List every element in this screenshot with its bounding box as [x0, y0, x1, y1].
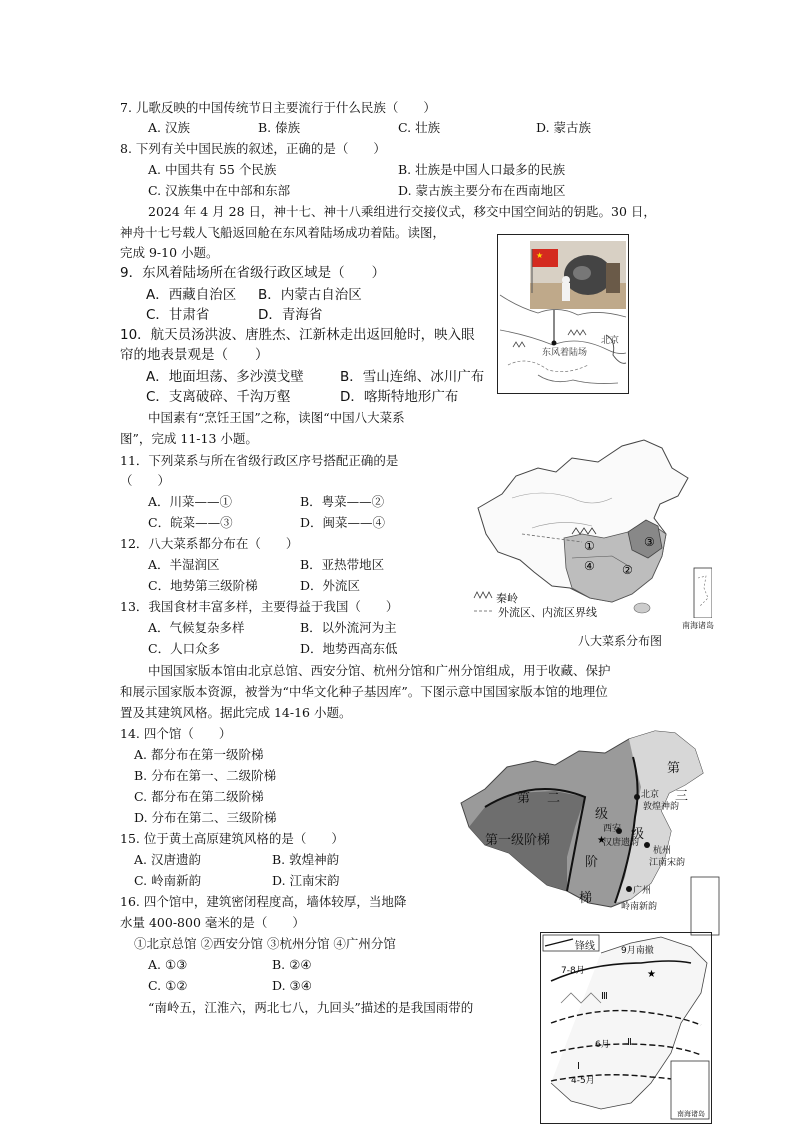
q15-option-c: C. 岭南新韵: [134, 873, 202, 888]
q10-stem-line2: 帘的地表景观是（ ）: [120, 347, 269, 363]
q14-option-a: A. 都分布在第一级阶梯: [134, 747, 264, 762]
q11-option-d: D．闽菜——④: [300, 515, 386, 530]
q11-option-a: A．川菜——①: [148, 494, 233, 509]
q16-option-b: B. ②④: [272, 957, 312, 972]
context-9-10-line1: 2024 年 4 月 28 日，神十七、神十八乘组进行交接仪式，移交中国空间站的钥匙。30 日，: [148, 204, 656, 219]
q15-stem: 15. 位于黄土高原建筑风格的是（ ）: [120, 831, 344, 846]
q16-choices: ①北京总馆 ②西安分馆 ③杭州分馆 ④广州分馆: [134, 936, 396, 951]
q10-option-c: C．支离破碎、千沟万壑: [146, 389, 291, 405]
south-china-sea-inset-label: 南海诸岛: [677, 1110, 705, 1118]
context-14-16-line3: 置及其建筑风格。据此完成 14-16 小题。: [120, 705, 352, 720]
beijing-label: 北京: [641, 790, 660, 800]
q12-option-d: D．外流区: [300, 578, 361, 593]
landing-site-map: [498, 235, 628, 393]
step2-label-1: 第: [517, 791, 531, 806]
svg-text:★: ★: [647, 969, 656, 980]
september-retreat-label: 9月南撤: [621, 946, 654, 956]
q14-stem: 14. 四个馆（ ）: [120, 726, 232, 741]
svg-text:①: ①: [584, 539, 595, 553]
q11-stem-line1: 11．下列菜系与所在省级行政区序号搭配正确的是: [120, 453, 399, 468]
q15-option-a: A. 汉唐遗韵: [134, 852, 201, 867]
q7-option-a: A. 汉族: [148, 120, 190, 135]
q11-option-b: B．粤菜——②: [300, 494, 385, 509]
q12-option-c: C．地势第三级阶梯: [148, 578, 258, 593]
q16-option-a: A. ①③: [148, 957, 188, 972]
q13-option-c: C．人口众多: [148, 641, 221, 656]
rainbelt-map: [541, 933, 711, 1123]
region-3-label: Ⅲ: [601, 991, 608, 1002]
q9-stem: 9．东风着陆场所在省级行政区域是（ ）: [120, 265, 386, 281]
boundary-legend: 外流区、内流区界线: [498, 606, 597, 619]
q15-option-b: B. 敦煌神韵: [272, 852, 340, 867]
q10-option-a: A．地面坦荡、多沙漠戈壁: [146, 369, 304, 385]
context-9-10-line2: 神舟十七号载人飞船返回舱在东风着陆场成功着陆。读图，: [120, 225, 446, 240]
step1-label: 第一级阶梯: [485, 833, 551, 848]
q14-option-b: B. 分布在第一、二级阶梯: [134, 768, 277, 783]
dunhuang-style-label: 敦煌神韵: [643, 802, 680, 812]
region-2-label: Ⅱ: [627, 1037, 632, 1048]
q8-option-b: B. 壮族是中国人口最多的民族: [398, 162, 566, 177]
q14-option-c: C. 都分布在第二级阶梯: [134, 789, 264, 804]
step3-label-2: 三: [675, 789, 689, 804]
q16-stem-line1: 16. 四个馆中，建筑密闭程度高，墙体较厚，当地降: [120, 894, 407, 909]
q11-option-c: C．皖菜——③: [148, 515, 233, 530]
svg-text:④: ④: [584, 559, 595, 573]
south-china-sea-inset-label: 南海诸岛: [682, 621, 714, 630]
step3-label-3: 级: [631, 827, 645, 842]
q7-stem: 7. 儿歌反映的中国传统节日主要流行于什么民族（ ）: [120, 100, 436, 115]
june-label: 6月: [595, 1040, 610, 1050]
jul-aug-label: 7-8月: [561, 966, 585, 976]
landing-site-figure: [497, 234, 629, 394]
svg-text:★: ★: [536, 251, 544, 260]
q9-option-b: B．内蒙古自治区: [258, 287, 362, 303]
q12-option-a: A．半湿润区: [148, 557, 220, 572]
q11-stem-line2: （ ）: [120, 473, 171, 488]
hantang-style-label: 汉唐遗韵: [603, 838, 640, 848]
cuisine-map-figure: [472, 438, 712, 650]
q12-option-b: B．亚热带地区: [300, 557, 385, 572]
terrain-steps-figure: [455, 727, 720, 939]
q10-option-d: D．喀斯特地形广布: [340, 389, 459, 405]
rainbelt-figure: [540, 932, 712, 1124]
svg-text:③: ③: [644, 535, 655, 549]
q13-option-a: A．气候复杂多样: [148, 620, 245, 635]
q9-option-d: D．青海省: [258, 307, 323, 323]
step2-label-3: 级: [595, 807, 609, 822]
q16-option-d: D. ③④: [272, 978, 312, 993]
q16-option-c: C. ①②: [148, 978, 188, 993]
svg-text:★: ★: [597, 835, 606, 846]
guangzhou-label: 广州: [633, 886, 652, 896]
hangzhou-label: 杭州: [653, 846, 672, 856]
context-rainbelt: “南岭五，江淮六，两北七八，九回头”描述的是我国雨带的: [148, 1000, 474, 1015]
q7-option-d: D. 蒙古族: [536, 120, 592, 135]
svg-text:②: ②: [622, 563, 633, 577]
q12-stem: 12．八大菜系都分布在（ ）: [120, 536, 299, 551]
apr-may-label: 4-5月: [571, 1076, 595, 1086]
q13-option-d: D．地势西高东低: [300, 641, 398, 656]
q8-stem: 8. 下列有关中国民族的叙述，正确的是（ ）: [120, 141, 386, 156]
context-11-13-line1: 中国素有“烹饪王国”之称，读图“中国八大菜系: [148, 410, 405, 425]
q9-option-c: C．甘肃省: [146, 307, 210, 323]
q7-option-b: B. 傣族: [258, 120, 301, 135]
q7-option-c: C. 壮族: [398, 120, 441, 135]
beijing-label: 北京: [601, 336, 620, 346]
front-line-legend: 锋线: [575, 941, 595, 952]
cuisine-map-caption: 八大菜系分布图: [578, 634, 663, 648]
context-14-16-line2: 和展示国家版本资源，被誉为“中华文化种子基因库”。下图示意中国国家版本馆的地理位: [120, 684, 608, 699]
q13-stem: 13．我国食材丰富多样，主要得益于我国（ ）: [120, 599, 399, 614]
step3-label-1: 第: [667, 761, 681, 776]
q8-option-c: C. 汉族集中在中部和东部: [148, 183, 291, 198]
q13-option-b: B．以外流河为主: [300, 620, 397, 635]
context-11-13-line2: 图”，完成 11-13 小题。: [120, 431, 258, 446]
context-14-16-line1: 中国国家版本馆由北京总馆、西安分馆、杭州分馆和广州分馆组成，用于收藏、保护: [148, 663, 611, 678]
landing-site-label: 东风着陆场: [542, 348, 588, 358]
jiangnan-style-label: 江南宋韵: [649, 858, 686, 868]
step2-label-4: 阶: [585, 855, 599, 870]
q15-option-d: D. 江南宋韵: [272, 873, 340, 888]
region-1-label: Ⅰ: [577, 1061, 580, 1072]
q8-option-a: A. 中国共有 55 个民族: [148, 162, 277, 177]
q14-option-d: D. 分布在第二、三级阶梯: [134, 810, 277, 825]
step2-label-5: 梯: [579, 891, 593, 906]
q16-stem-line2: 水量 400-800 毫米的是（ ）: [120, 915, 305, 930]
qinling-legend: 秦岭: [496, 592, 518, 605]
lingnan-style-label: 岭南新韵: [621, 902, 658, 912]
q10-stem-line1: 10．航天员汤洪波、唐胜杰、江新林走出返回舱时，映入眼: [120, 327, 475, 343]
xian-label: 西安: [603, 824, 622, 834]
context-9-10-line3: 完成 9-10 小题。: [120, 245, 219, 260]
step2-label-2: 二: [547, 791, 561, 806]
q10-option-b: B．雪山连绵、冰川广布: [340, 369, 485, 385]
q9-option-a: A．西藏自治区: [146, 287, 237, 303]
q8-option-d: D. 蒙古族主要分布在西南地区: [398, 183, 566, 198]
